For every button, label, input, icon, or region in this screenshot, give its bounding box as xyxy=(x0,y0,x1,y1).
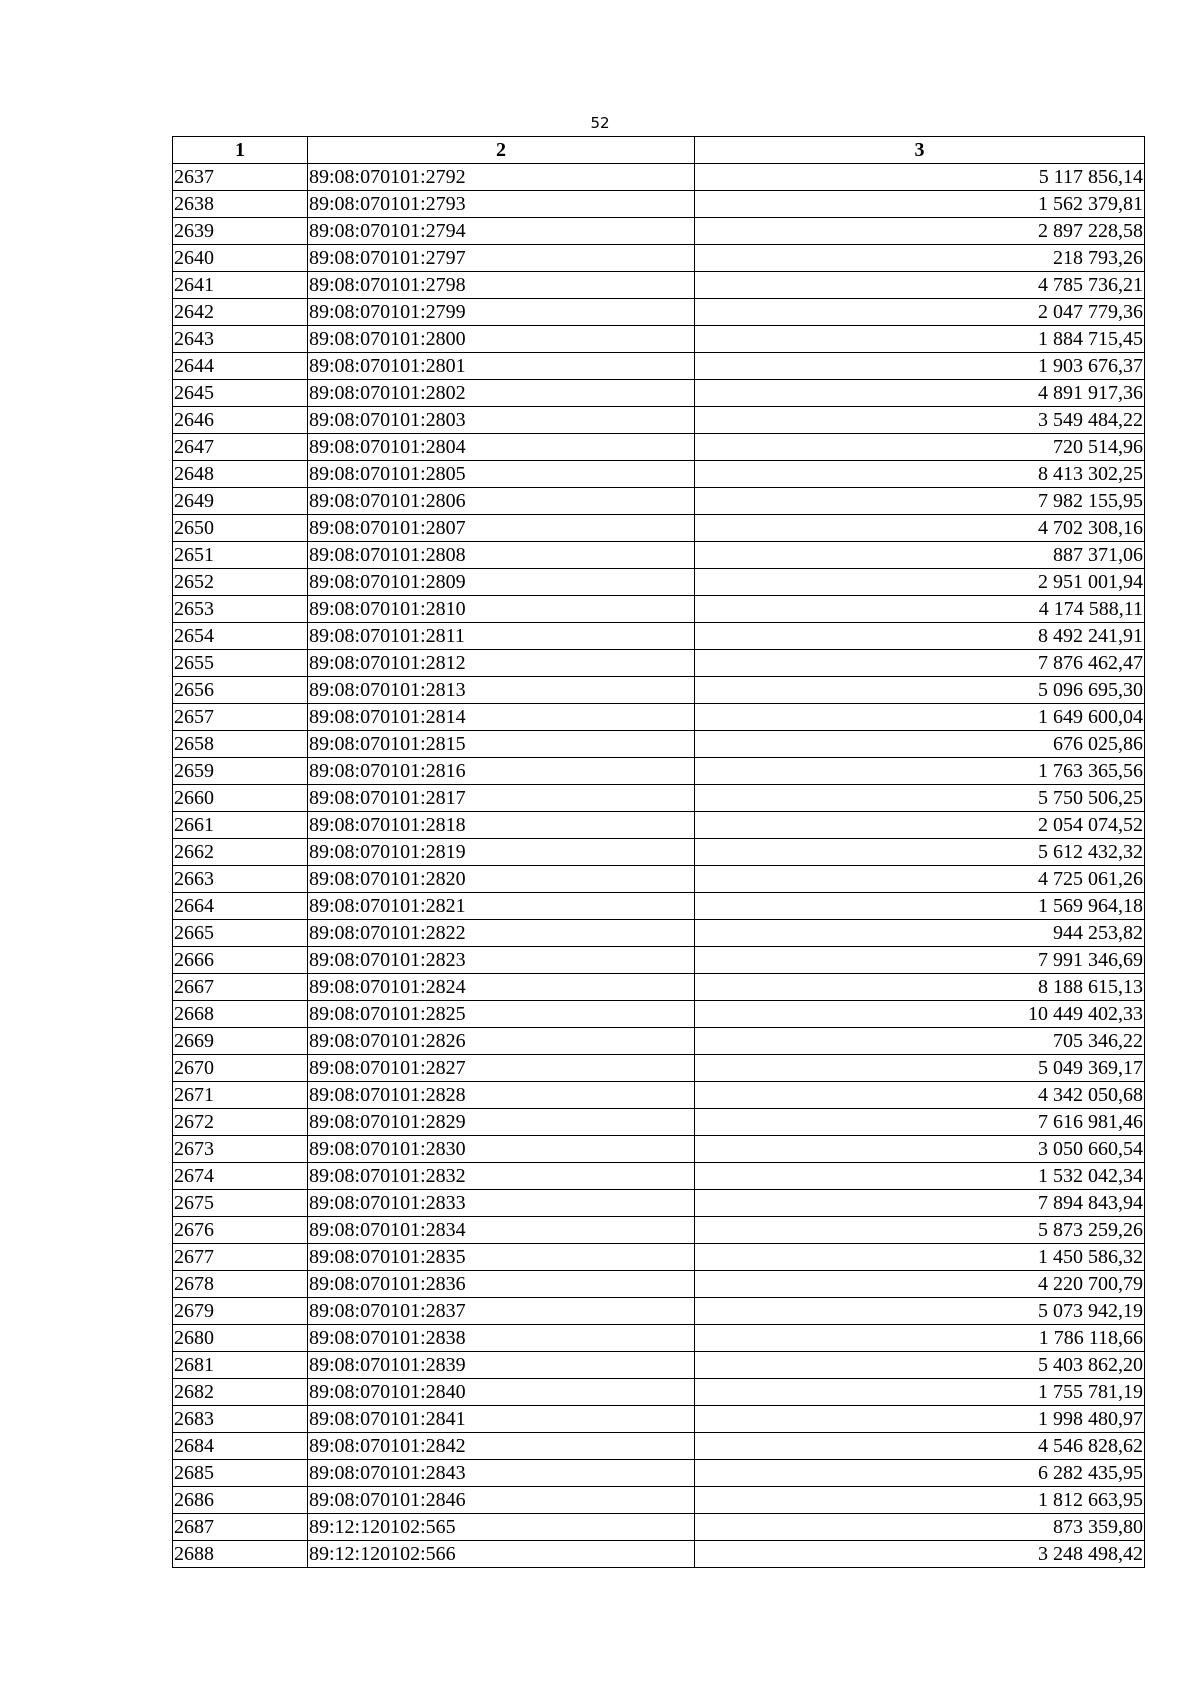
cadastral-value-cell: 1 786 118,66 xyxy=(695,1325,1145,1352)
cadastral-number-cell: 89:08:070101:2793 xyxy=(308,191,695,218)
table-row xyxy=(173,353,1145,380)
cadastral-value-cell: 5 117 856,14 xyxy=(695,164,1145,191)
cadastral-number-cell: 89:08:070101:2832 xyxy=(308,1163,695,1190)
cadastral-number-cell: 89:08:070101:2803 xyxy=(308,407,695,434)
row-number-cell: 2649 xyxy=(173,488,308,515)
table-row xyxy=(173,1136,1145,1163)
table-row xyxy=(173,1271,1145,1298)
cadastral-number-cell: 89:12:120102:565 xyxy=(308,1514,695,1541)
table-row xyxy=(173,920,1145,947)
row-number-cell: 2653 xyxy=(173,596,308,623)
cadastral-number-cell: 89:08:070101:2843 xyxy=(308,1460,695,1487)
row-number-cell: 2647 xyxy=(173,434,308,461)
row-number-cell: 2648 xyxy=(173,461,308,488)
table-row xyxy=(173,542,1145,569)
row-number-cell: 2655 xyxy=(173,650,308,677)
cadastral-number-cell: 89:08:070101:2802 xyxy=(308,380,695,407)
row-number-cell: 2672 xyxy=(173,1109,308,1136)
row-number-cell: 2675 xyxy=(173,1190,308,1217)
table-row xyxy=(173,1487,1145,1514)
table-row xyxy=(173,677,1145,704)
column-header-cadastral-number: 2 xyxy=(308,137,695,164)
row-number-cell: 2644 xyxy=(173,353,308,380)
row-number-cell: 2671 xyxy=(173,1082,308,1109)
row-number-cell: 2663 xyxy=(173,866,308,893)
row-number-cell: 2645 xyxy=(173,380,308,407)
table-row xyxy=(173,623,1145,650)
cadastral-value-cell: 3 549 484,22 xyxy=(695,407,1145,434)
cadastral-value-cell: 7 894 843,94 xyxy=(695,1190,1145,1217)
cadastral-value-cell: 1 998 480,97 xyxy=(695,1406,1145,1433)
row-number-cell: 2688 xyxy=(173,1541,308,1568)
cadastral-number-cell: 89:08:070101:2801 xyxy=(308,353,695,380)
cadastral-value-cell: 944 253,82 xyxy=(695,920,1145,947)
cadastral-value-cell: 873 359,80 xyxy=(695,1514,1145,1541)
cadastral-number-cell: 89:08:070101:2835 xyxy=(308,1244,695,1271)
table-row xyxy=(173,380,1145,407)
row-number-cell: 2682 xyxy=(173,1379,308,1406)
cadastral-value-cell: 5 096 695,30 xyxy=(695,677,1145,704)
cadastral-value-cell: 4 785 736,21 xyxy=(695,272,1145,299)
cadastral-number-cell: 89:08:070101:2826 xyxy=(308,1028,695,1055)
cadastral-value-cell: 4 725 061,26 xyxy=(695,866,1145,893)
cadastral-number-cell: 89:08:070101:2836 xyxy=(308,1271,695,1298)
cadastral-number-cell: 89:08:070101:2838 xyxy=(308,1325,695,1352)
cadastral-number-cell: 89:08:070101:2823 xyxy=(308,947,695,974)
cadastral-number-cell: 89:08:070101:2820 xyxy=(308,866,695,893)
cadastral-number-cell: 89:08:070101:2830 xyxy=(308,1136,695,1163)
row-number-cell: 2654 xyxy=(173,623,308,650)
row-number-cell: 2687 xyxy=(173,1514,308,1541)
row-number-cell: 2677 xyxy=(173,1244,308,1271)
table-row xyxy=(173,515,1145,542)
cadastral-value-cell: 5 049 369,17 xyxy=(695,1055,1145,1082)
cadastral-value-cell: 7 876 462,47 xyxy=(695,650,1145,677)
table-row xyxy=(173,299,1145,326)
page-number: 52 xyxy=(590,114,610,132)
row-number-cell: 2650 xyxy=(173,515,308,542)
cadastral-number-cell: 89:08:070101:2798 xyxy=(308,272,695,299)
row-number-cell: 2669 xyxy=(173,1028,308,1055)
cadastral-number-cell: 89:08:070101:2808 xyxy=(308,542,695,569)
cadastral-number-cell: 89:08:070101:2807 xyxy=(308,515,695,542)
table-row xyxy=(173,1379,1145,1406)
row-number-cell: 2665 xyxy=(173,920,308,947)
cadastral-value-cell: 4 220 700,79 xyxy=(695,1271,1145,1298)
table-row xyxy=(173,731,1145,758)
cadastral-number-cell: 89:08:070101:2794 xyxy=(308,218,695,245)
cadastral-value-cell: 4 174 588,11 xyxy=(695,596,1145,623)
row-number-cell: 2640 xyxy=(173,245,308,272)
column-header-value: 3 xyxy=(695,137,1145,164)
row-number-cell: 2666 xyxy=(173,947,308,974)
cadastral-value-cell: 2 951 001,94 xyxy=(695,569,1145,596)
cadastral-value-cell: 1 569 964,18 xyxy=(695,893,1145,920)
cadastral-value-cell: 705 346,22 xyxy=(695,1028,1145,1055)
cadastral-number-cell: 89:08:070101:2806 xyxy=(308,488,695,515)
row-number-cell: 2652 xyxy=(173,569,308,596)
cadastral-number-cell: 89:12:120102:566 xyxy=(308,1541,695,1568)
row-number-cell: 2658 xyxy=(173,731,308,758)
cadastral-number-cell: 89:08:070101:2817 xyxy=(308,785,695,812)
row-number-cell: 2670 xyxy=(173,1055,308,1082)
row-number-cell: 2639 xyxy=(173,218,308,245)
table-row xyxy=(173,866,1145,893)
table-row xyxy=(173,758,1145,785)
cadastral-value-cell: 1 562 379,81 xyxy=(695,191,1145,218)
cadastral-number-cell: 89:08:070101:2812 xyxy=(308,650,695,677)
table-row xyxy=(173,164,1145,191)
table-row xyxy=(173,1352,1145,1379)
cadastral-number-cell: 89:08:070101:2822 xyxy=(308,920,695,947)
table-row xyxy=(173,1244,1145,1271)
row-number-cell: 2659 xyxy=(173,758,308,785)
table-row xyxy=(173,1406,1145,1433)
cadastral-number-cell: 89:08:070101:2818 xyxy=(308,812,695,839)
cadastral-number-cell: 89:08:070101:2814 xyxy=(308,704,695,731)
table-row xyxy=(173,1082,1145,1109)
row-number-cell: 2680 xyxy=(173,1325,308,1352)
cadastral-value-cell: 8 492 241,91 xyxy=(695,623,1145,650)
cadastral-value-cell: 8 188 615,13 xyxy=(695,974,1145,1001)
row-number-cell: 2676 xyxy=(173,1217,308,1244)
row-number-cell: 2686 xyxy=(173,1487,308,1514)
cadastral-number-cell: 89:08:070101:2839 xyxy=(308,1352,695,1379)
table-row xyxy=(173,1028,1145,1055)
cadastral-value-cell: 1 532 042,34 xyxy=(695,1163,1145,1190)
row-number-cell: 2668 xyxy=(173,1001,308,1028)
row-number-cell: 2651 xyxy=(173,542,308,569)
cadastral-number-cell: 89:08:070101:2829 xyxy=(308,1109,695,1136)
table-row xyxy=(173,569,1145,596)
cadastral-number-cell: 89:08:070101:2797 xyxy=(308,245,695,272)
cadastral-number-cell: 89:08:070101:2805 xyxy=(308,461,695,488)
table-body xyxy=(173,164,1145,1568)
cadastral-value-cell: 887 371,06 xyxy=(695,542,1145,569)
table-row xyxy=(173,839,1145,866)
cadastral-number-cell: 89:08:070101:2825 xyxy=(308,1001,695,1028)
cadastral-value-cell: 10 449 402,33 xyxy=(695,1001,1145,1028)
column-header-number: 1 xyxy=(173,137,308,164)
row-number-cell: 2685 xyxy=(173,1460,308,1487)
cadastral-value-cell: 3 248 498,42 xyxy=(695,1541,1145,1568)
table-row xyxy=(173,785,1145,812)
table-header-row xyxy=(173,137,1145,164)
cadastral-value-cell: 5 403 862,20 xyxy=(695,1352,1145,1379)
row-number-cell: 2681 xyxy=(173,1352,308,1379)
table-row xyxy=(173,191,1145,218)
row-number-cell: 2673 xyxy=(173,1136,308,1163)
cadastral-number-cell: 89:08:070101:2811 xyxy=(308,623,695,650)
row-number-cell: 2646 xyxy=(173,407,308,434)
cadastral-value-cell: 8 413 302,25 xyxy=(695,461,1145,488)
table-row xyxy=(173,1001,1145,1028)
table-row xyxy=(173,1163,1145,1190)
cadastral-number-cell: 89:08:070101:2824 xyxy=(308,974,695,1001)
row-number-cell: 2678 xyxy=(173,1271,308,1298)
cadastral-number-cell: 89:08:070101:2816 xyxy=(308,758,695,785)
table-row xyxy=(173,326,1145,353)
table-row xyxy=(173,1514,1145,1541)
cadastral-value-cell: 1 884 715,45 xyxy=(695,326,1145,353)
table-row xyxy=(173,650,1145,677)
cadastral-number-cell: 89:08:070101:2815 xyxy=(308,731,695,758)
cadastral-value-cell: 1 903 676,37 xyxy=(695,353,1145,380)
cadastral-value-cell: 5 073 942,19 xyxy=(695,1298,1145,1325)
table-row xyxy=(173,1541,1145,1568)
row-number-cell: 2657 xyxy=(173,704,308,731)
table-row xyxy=(173,1055,1145,1082)
cadastral-value-cell: 1 812 663,95 xyxy=(695,1487,1145,1514)
cadastral-number-cell: 89:08:070101:2841 xyxy=(308,1406,695,1433)
table-row xyxy=(173,704,1145,731)
cadastral-number-cell: 89:08:070101:2799 xyxy=(308,299,695,326)
cadastral-value-cell: 720 514,96 xyxy=(695,434,1145,461)
cadastral-number-cell: 89:08:070101:2828 xyxy=(308,1082,695,1109)
table-row xyxy=(173,461,1145,488)
table-row xyxy=(173,1460,1145,1487)
table-row xyxy=(173,1433,1145,1460)
table-row xyxy=(173,1217,1145,1244)
cadastral-value-table xyxy=(172,136,1145,1568)
row-number-cell: 2637 xyxy=(173,164,308,191)
row-number-cell: 2661 xyxy=(173,812,308,839)
cadastral-number-cell: 89:08:070101:2813 xyxy=(308,677,695,704)
row-number-cell: 2638 xyxy=(173,191,308,218)
cadastral-value-cell: 4 891 917,36 xyxy=(695,380,1145,407)
cadastral-number-cell: 89:08:070101:2842 xyxy=(308,1433,695,1460)
cadastral-number-cell: 89:08:070101:2834 xyxy=(308,1217,695,1244)
cadastral-number-cell: 89:08:070101:2792 xyxy=(308,164,695,191)
row-number-cell: 2674 xyxy=(173,1163,308,1190)
table-row xyxy=(173,272,1145,299)
table-row xyxy=(173,893,1145,920)
cadastral-value-cell: 5 750 506,25 xyxy=(695,785,1145,812)
cadastral-value-cell: 7 616 981,46 xyxy=(695,1109,1145,1136)
cadastral-number-cell: 89:08:070101:2804 xyxy=(308,434,695,461)
table-row xyxy=(173,1325,1145,1352)
table-row xyxy=(173,1298,1145,1325)
row-number-cell: 2679 xyxy=(173,1298,308,1325)
cadastral-value-cell: 218 793,26 xyxy=(695,245,1145,272)
table-row xyxy=(173,974,1145,1001)
table-row xyxy=(173,488,1145,515)
row-number-cell: 2643 xyxy=(173,326,308,353)
cadastral-value-cell: 1 763 365,56 xyxy=(695,758,1145,785)
cadastral-value-cell: 5 612 432,32 xyxy=(695,839,1145,866)
table-row xyxy=(173,596,1145,623)
row-number-cell: 2641 xyxy=(173,272,308,299)
cadastral-number-cell: 89:08:070101:2821 xyxy=(308,893,695,920)
row-number-cell: 2660 xyxy=(173,785,308,812)
row-number-cell: 2642 xyxy=(173,299,308,326)
cadastral-value-cell: 1 649 600,04 xyxy=(695,704,1145,731)
table-row xyxy=(173,407,1145,434)
cadastral-value-cell: 3 050 660,54 xyxy=(695,1136,1145,1163)
cadastral-number-cell: 89:08:070101:2846 xyxy=(308,1487,695,1514)
cadastral-value-cell: 2 897 228,58 xyxy=(695,218,1145,245)
row-number-cell: 2656 xyxy=(173,677,308,704)
cadastral-number-cell: 89:08:070101:2837 xyxy=(308,1298,695,1325)
cadastral-value-cell: 7 982 155,95 xyxy=(695,488,1145,515)
cadastral-value-cell: 1 755 781,19 xyxy=(695,1379,1145,1406)
table-row xyxy=(173,245,1145,272)
row-number-cell: 2684 xyxy=(173,1433,308,1460)
row-number-cell: 2683 xyxy=(173,1406,308,1433)
cadastral-value-cell: 676 025,86 xyxy=(695,731,1145,758)
cadastral-value-cell: 2 054 074,52 xyxy=(695,812,1145,839)
table-row xyxy=(173,812,1145,839)
cadastral-value-cell: 4 342 050,68 xyxy=(695,1082,1145,1109)
cadastral-value-cell: 7 991 346,69 xyxy=(695,947,1145,974)
cadastral-number-cell: 89:08:070101:2827 xyxy=(308,1055,695,1082)
cadastral-number-cell: 89:08:070101:2819 xyxy=(308,839,695,866)
cadastral-number-cell: 89:08:070101:2833 xyxy=(308,1190,695,1217)
cadastral-value-cell: 6 282 435,95 xyxy=(695,1460,1145,1487)
cadastral-number-cell: 89:08:070101:2810 xyxy=(308,596,695,623)
cadastral-value-cell: 4 702 308,16 xyxy=(695,515,1145,542)
table-row xyxy=(173,947,1145,974)
table-row xyxy=(173,1190,1145,1217)
cadastral-value-cell: 1 450 586,32 xyxy=(695,1244,1145,1271)
cadastral-number-cell: 89:08:070101:2800 xyxy=(308,326,695,353)
table-row xyxy=(173,1109,1145,1136)
cadastral-value-cell: 4 546 828,62 xyxy=(695,1433,1145,1460)
cadastral-value-cell: 5 873 259,26 xyxy=(695,1217,1145,1244)
row-number-cell: 2662 xyxy=(173,839,308,866)
cadastral-value-cell: 2 047 779,36 xyxy=(695,299,1145,326)
table-row xyxy=(173,434,1145,461)
cadastral-number-cell: 89:08:070101:2809 xyxy=(308,569,695,596)
table-row xyxy=(173,218,1145,245)
cadastral-number-cell: 89:08:070101:2840 xyxy=(308,1379,695,1406)
row-number-cell: 2667 xyxy=(173,974,308,1001)
row-number-cell: 2664 xyxy=(173,893,308,920)
